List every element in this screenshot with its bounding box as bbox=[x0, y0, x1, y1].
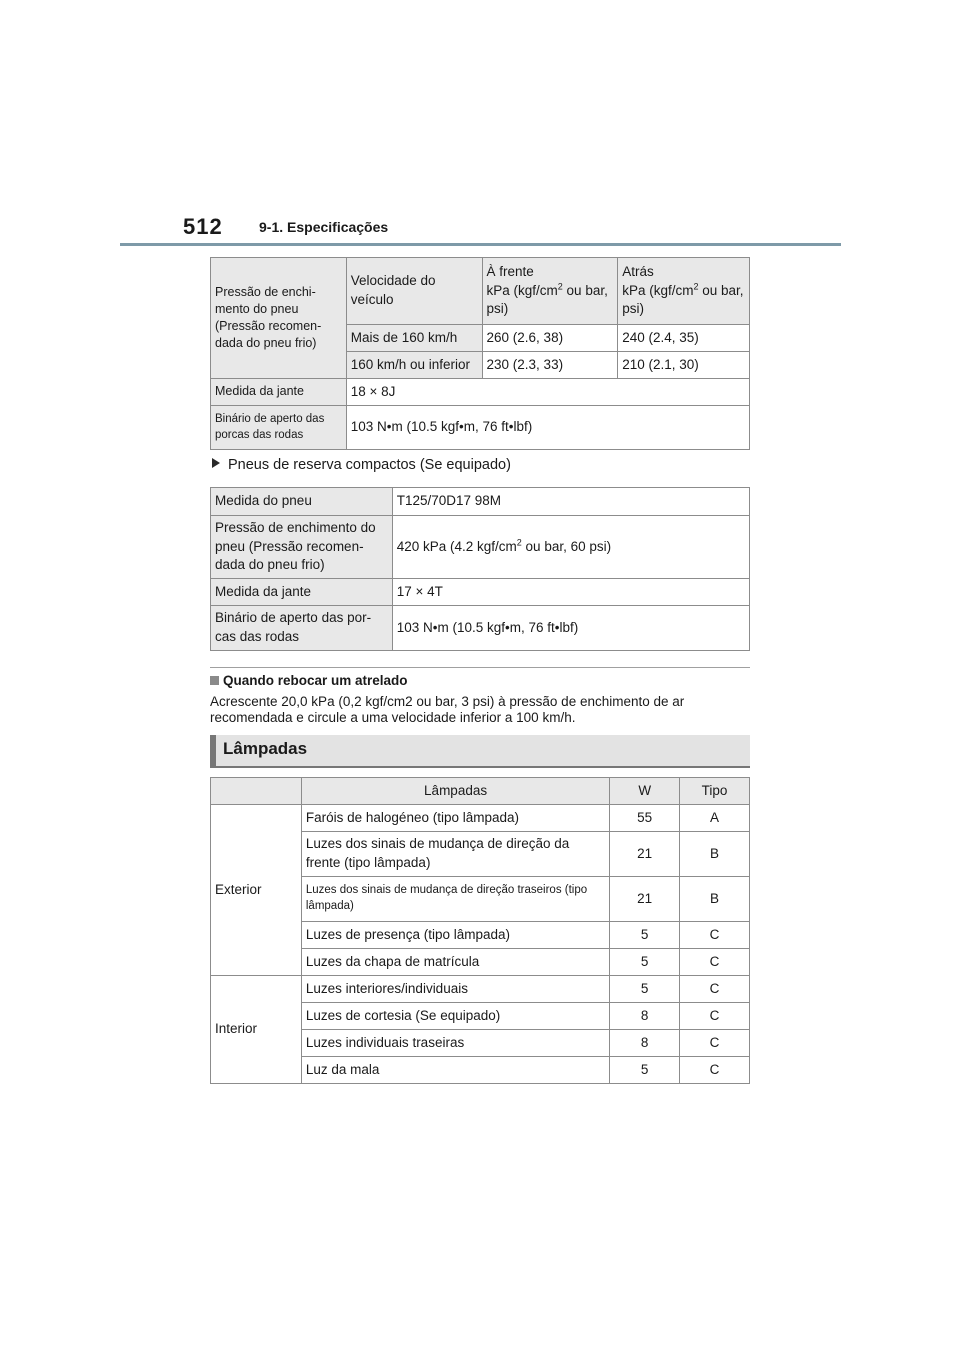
bulb-name: Faróis de halogéneo (tipo lâmpada) bbox=[301, 805, 609, 832]
triangle-bullet-icon bbox=[212, 458, 220, 468]
spare-pressure-value bbox=[392, 516, 749, 579]
lamp-header: Lâmpadas bbox=[301, 778, 609, 805]
bulb-type: C bbox=[680, 949, 750, 976]
bulb-name: Luzes dos sinais de mudança de direção traseiros (tipo lâmpada) bbox=[301, 877, 609, 922]
spare-torque-label: Binário de aperto das por-cas das rodas bbox=[211, 606, 393, 651]
spare-pressure-label: Pressão de enchimento do pneu (Pressão recomen-dada do pneu frio) bbox=[211, 516, 393, 579]
speed-header: Velocidade do veículo bbox=[346, 258, 482, 325]
spare-pressure-text-2: ou bar, 60 psi) bbox=[521, 538, 612, 554]
bulb-watt: 8 bbox=[610, 1030, 680, 1057]
bulb-type: B bbox=[680, 877, 750, 922]
spare-rim-value: 17 × 4T bbox=[392, 579, 749, 606]
section-title: 9-1. Especificações bbox=[259, 219, 389, 235]
rear-header bbox=[618, 258, 750, 325]
exterior-group-label: Exterior bbox=[211, 805, 302, 976]
torque-label: Binário de aperto das porcas das rodas bbox=[211, 406, 347, 450]
bulb-name: Luzes de cortesia (Se equipado) bbox=[301, 1003, 609, 1030]
watt-header: W bbox=[610, 778, 680, 805]
rear-header-line1: Atrás bbox=[622, 264, 654, 280]
rim-value: 18 × 8J bbox=[346, 379, 749, 406]
front-pressure-cell: 230 (2.3, 33) bbox=[482, 352, 618, 379]
bulb-type: C bbox=[680, 1003, 750, 1030]
spare-pressure-sup: 2 bbox=[516, 537, 522, 548]
bulbs-section-header bbox=[210, 735, 750, 767]
bulb-type: C bbox=[680, 1057, 750, 1084]
header-rule bbox=[120, 243, 841, 246]
front-header-line1: À frente bbox=[486, 264, 534, 280]
spare-torque-value: 103 N•m (10.5 kgf•m, 76 ft•lbf) bbox=[392, 606, 749, 651]
tire-size-label: Medida do pneu bbox=[211, 488, 393, 516]
rear-pressure-cell: 240 (2.4, 35) bbox=[618, 325, 750, 352]
interior-group-label: Interior bbox=[211, 976, 302, 1084]
bulb-name: Luzes interiores/individuais bbox=[301, 976, 609, 1003]
page-number: 512 bbox=[183, 214, 223, 239]
bulb-name: Luz da mala bbox=[301, 1057, 609, 1084]
bulb-watt: 21 bbox=[610, 877, 680, 922]
speed-cell: 160 km/h ou inferior bbox=[346, 352, 482, 379]
bulbs-title: Lâmpadas bbox=[223, 739, 308, 758]
table-row bbox=[211, 976, 750, 1003]
bulb-name: Luzes dos sinais de mudança de direção da frente (tipo lâmpada) bbox=[301, 832, 609, 877]
front-header-sup: 2 bbox=[557, 281, 563, 292]
spare-rim-label: Medida da jante bbox=[211, 579, 393, 606]
bulb-watt: 55 bbox=[610, 805, 680, 832]
spare-tire-heading bbox=[212, 457, 511, 473]
table-row bbox=[211, 805, 750, 832]
bulb-type: A bbox=[680, 805, 750, 832]
rear-header-sup: 2 bbox=[693, 281, 699, 292]
rear-header-line2: kPa (kgf/cm bbox=[622, 282, 694, 298]
spare-tire-heading-text: Pneus de reserva compactos (Se equipado) bbox=[228, 457, 511, 473]
bulb-type: C bbox=[680, 976, 750, 1003]
square-bullet-icon bbox=[210, 676, 219, 685]
bulb-type: B bbox=[680, 832, 750, 877]
front-header bbox=[482, 258, 618, 325]
tire-size-value: T125/70D17 98M bbox=[392, 488, 749, 516]
front-pressure-cell: 260 (2.6, 38) bbox=[482, 325, 618, 352]
tire-spec-table bbox=[210, 257, 750, 450]
bulb-watt: 5 bbox=[610, 1057, 680, 1084]
bulb-watt: 5 bbox=[610, 922, 680, 949]
bulb-watt: 21 bbox=[610, 832, 680, 877]
rear-pressure-cell: 210 (2.1, 30) bbox=[618, 352, 750, 379]
bulbs-table bbox=[210, 777, 750, 1084]
tire-pressure-label: Pressão de enchi-mento do pneu (Pressão recomen-dada do pneu frio) bbox=[211, 258, 347, 379]
spare-tire-table bbox=[210, 487, 750, 651]
torque-value: 103 N•m (10.5 kgf•m, 76 ft•lbf) bbox=[346, 406, 749, 450]
speed-cell: Mais de 160 km/h bbox=[346, 325, 482, 352]
bulb-watt: 5 bbox=[610, 976, 680, 1003]
bulb-type: C bbox=[680, 922, 750, 949]
blank-header-cell bbox=[211, 778, 302, 805]
bulb-name: Luzes de presença (tipo lâmpada) bbox=[301, 922, 609, 949]
towing-body: Acrescente 20,0 kPa (0,2 kgf/cm2 ou bar, 3 psi) à pressão de enchimento de ar recomendada e circule a uma velocidade inferior a 100 km/h. bbox=[210, 694, 685, 725]
header-underline bbox=[210, 766, 750, 768]
bulb-type: C bbox=[680, 1030, 750, 1057]
front-header-line3: ou bar, psi) bbox=[486, 282, 608, 317]
header-accent-bar bbox=[210, 735, 216, 767]
rear-header-line3: ou bar, psi) bbox=[622, 282, 744, 317]
section-divider bbox=[210, 667, 750, 668]
front-header-line2: kPa (kgf/cm bbox=[486, 282, 558, 298]
bulb-watt: 8 bbox=[610, 1003, 680, 1030]
bulb-name: Luzes individuais traseiras bbox=[301, 1030, 609, 1057]
towing-heading-text: Quando rebocar um atrelado bbox=[223, 673, 408, 688]
bulb-name: Luzes da chapa de matrícula bbox=[301, 949, 609, 976]
bulb-watt: 5 bbox=[610, 949, 680, 976]
towing-heading bbox=[210, 673, 408, 688]
type-header: Tipo bbox=[680, 778, 750, 805]
spare-pressure-text-1: 420 kPa (4.2 kgf/cm bbox=[396, 538, 517, 554]
rim-label: Medida da jante bbox=[211, 379, 347, 406]
